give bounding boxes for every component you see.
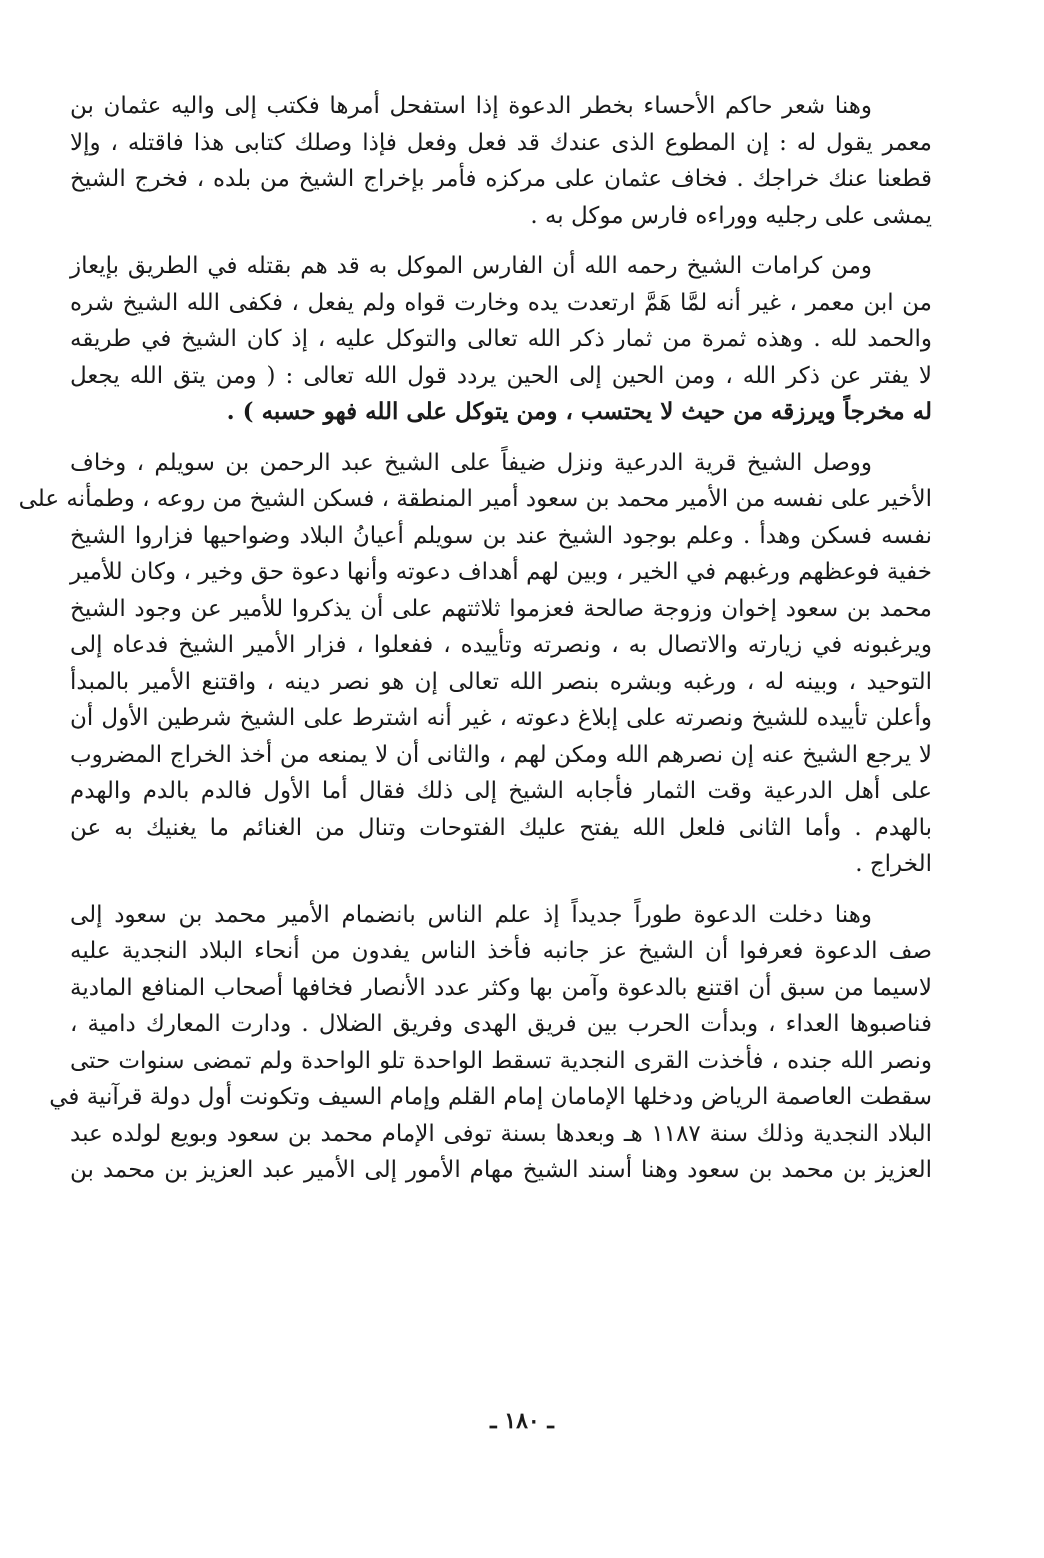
- text-line: قطعنا عنك خراجك . فخاف عثمان على مركزه فأمر بإخراج الشيخ من بلده ، فخرج الشيخ: [70, 166, 932, 192]
- text-line: معمر يقول له : إن المطوع الذى عندك قد فعل وفعل فإذا وصلك كتابى هذا فاقتله ، وإلا: [70, 129, 932, 156]
- text-line: وأعلن تأييده للشيخ ونصرته على إبلاغ دعوته ، غير أنه اشترط على الشيخ شرطين الأول أن: [70, 705, 932, 731]
- text-line: البلاد النجدية وذلك سنة ١١٨٧ هـ وبعدها بسنة توفى الإمام محمد بن سعود وبويع لولده عبد: [70, 1120, 932, 1147]
- text-line: وهنا شعر حاكم الأحساء بخطر الدعوة إذا استفحل أمرها فكتب إلى واليه عثمان بن: [70, 93, 872, 119]
- text-line: نفسه فسكن وهدأ . وعلم بوجود الشيخ عند بن سويلم أعيانُ البلاد وضواحيها فزاروا الشيخ: [70, 522, 932, 549]
- text-line: ونصر الله جنده ، فأخذت القرى النجدية تسقط الواحدة تلو الواحدة ولم تمضى سنوات حتى: [70, 1047, 932, 1074]
- text-line: لا يرجع الشيخ عنه إن نصرهم الله ومكن لهم ، والثانى أن لا يمنعه من أخذ الخراج المضروب: [70, 741, 932, 768]
- text-line: خفية فوعظهم ورغبهم في الخير ، وبين لهم أهداف دعوته وأنها دعوة حق وخير ، وكان للأمير: [70, 559, 932, 585]
- text-line: الخراج .: [855, 851, 932, 877]
- page-number: ـ ١٨٠ ـ: [490, 1408, 554, 1434]
- text-line: بالهدم . وأما الثانى فلعل الله يفتح عليك الفتوحات وتنال من الغنائم ما يغنيك به عن: [70, 814, 932, 841]
- text-line: ويرغبونه في زيارته والاتصال به ، ونصرته وتأييده ، ففعلوا ، فزار الأمير الشيخ فدعاه إلى: [70, 632, 932, 658]
- paragraph-1: [70, 88, 932, 234]
- text-line: صف الدعوة فعرفوا أن الشيخ عز جانبه فأخذ الناس يفدون من أنحاء البلاد النجدية عليه: [70, 938, 932, 964]
- text-line: والحمد لله . وهذه ثمرة من ثمار ذكر الله تعالى والتوكل عليه ، إذ كان الشيخ في طريقه: [70, 326, 932, 352]
- text-line: ومن كرامات الشيخ رحمه الله أن الفارس الموكل به قد هم بقتله في الطريق بإيعاز: [70, 253, 872, 279]
- text-line: وهنا دخلت الدعوة طوراً جديداً إذ علم الناس بانضمام الأمير محمد بن سعود إلى: [70, 901, 872, 928]
- text-line: على أهل الدرعية وقت الثمار فأجابه الشيخ إلى ذلك فقال أما الأول فالدم بالدم والهدم: [70, 778, 932, 804]
- text-line: الأخير على نفسه من الأمير محمد بن سعود أمير المنطقة ، فسكن الشيخ من روعه ، وطمأنه على: [18, 486, 932, 512]
- text-line: سقطت العاصمة الرياض ودخلها الإمامان إمام القلم وإمام السيف وتكونت أول دولة قرآنية في: [49, 1084, 932, 1110]
- paragraph-3: [18, 445, 932, 883]
- text-line: لا يفتر عن ذكر الله ، ومن الحين إلى الحين يردد قول الله تعالى : ( ومن يتق الله يجعل: [70, 362, 932, 389]
- text-line: فناصبوها العداء ، وبدأت الحرب بين فريق الهدى وفريق الضلال . ودارت المعارك دامية ،: [70, 1011, 932, 1037]
- text-line: العزيز بن محمد بن سعود وهنا أسند الشيخ مهام الأمور إلى الأمير عبد العزيز بن محمد بن: [70, 1157, 932, 1183]
- text-line: من ابن معمر ، غير أنه لمَّا هَمَّ ارتعدت يده وخارت قواه ولم يفعل ، فكفى الله الشيخ شره: [70, 289, 932, 316]
- page-body: [18, 88, 932, 1203]
- paragraph-2: [70, 248, 932, 431]
- paragraph-4: [49, 897, 932, 1189]
- text-line: محمد بن سعود إخوان وزوجة صالحة فعزموا ثلاثتهم على أن يذكروا للأمير عن وجود الشيخ: [70, 595, 932, 622]
- text-line: لاسيما من سبق أن اقتنع بالدعوة وآمن بها وكثر عدد الأنصار فخافها أصحاب المنافع المادية: [70, 974, 932, 1001]
- text-line: ووصل الشيخ قرية الدرعية ونزل ضيفاً على الشيخ عبد الرحمن بن سويلم ، وخاف: [70, 449, 872, 476]
- text-line: التوحيد ، وبينه له ، ورغبه وبشره بنصر الله تعالى إن هو نصر دينه ، واقتنع الأمير بالمبدأ: [70, 668, 932, 695]
- quran-verse-line: له مخرجاً ويرزقه من حيث لا يحتسب ، ومن يتوكل على الله فهو حسبه ) .: [226, 398, 932, 425]
- text-line: يمشى على رجليه ووراءه فارس موكل به .: [530, 202, 932, 229]
